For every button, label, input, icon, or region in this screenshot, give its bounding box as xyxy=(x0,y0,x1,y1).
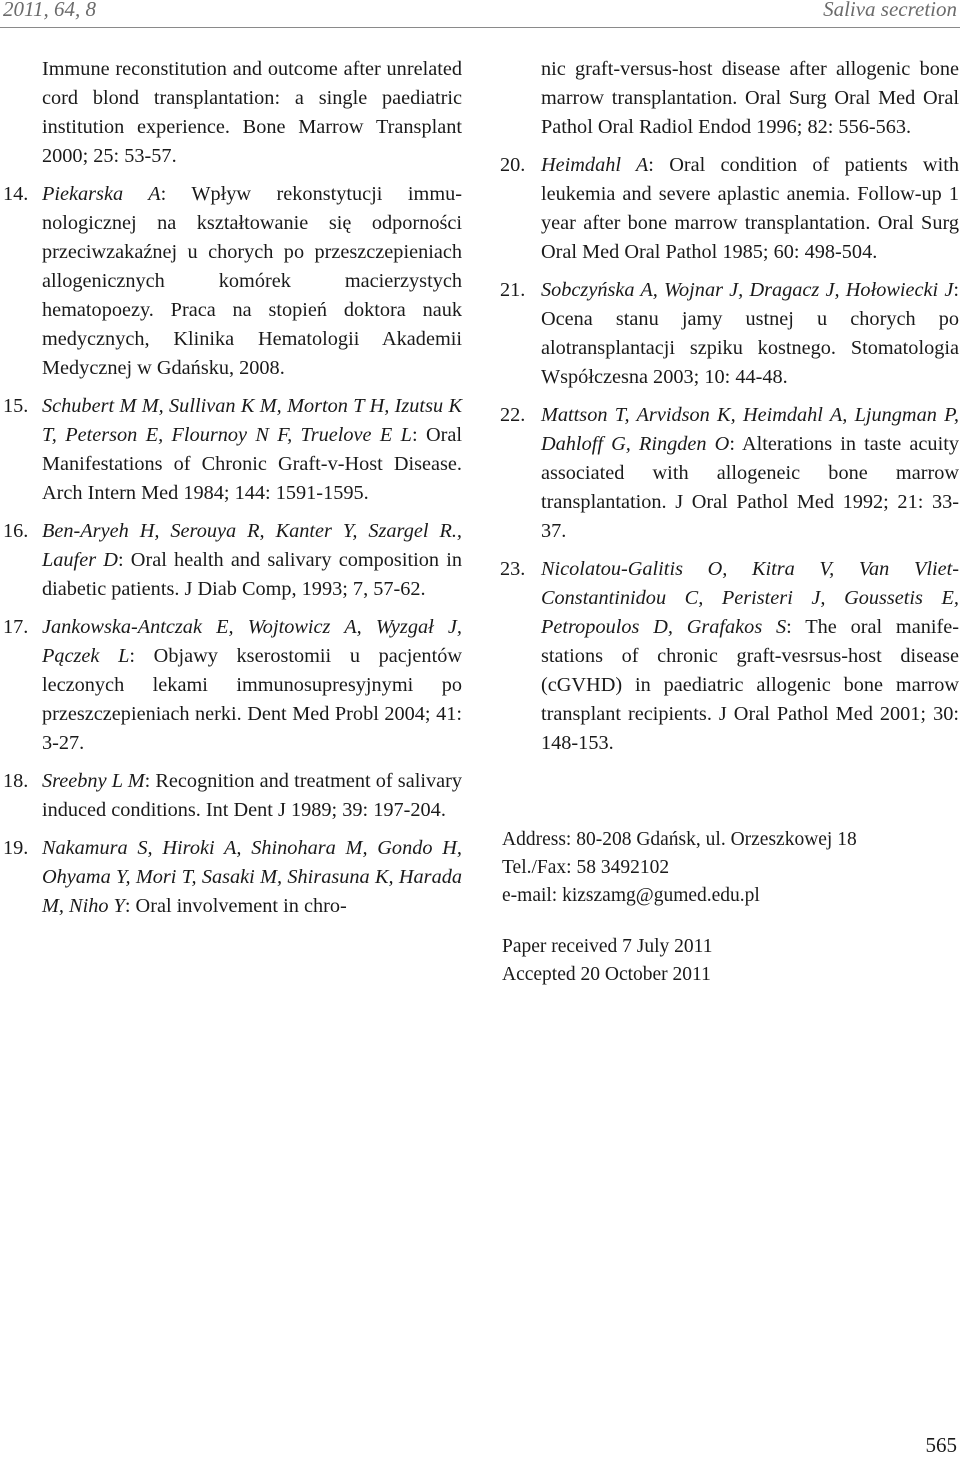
reference-text: : Oral health and salivary composition in diabetic patients. J Diab Comp, 1993; 7, 57-62. xyxy=(42,549,462,600)
reference-17 xyxy=(3,613,462,758)
reference-21 xyxy=(500,276,959,392)
journal-issue: 2011, 64, 8 xyxy=(3,0,96,21)
reference-number: 20. xyxy=(500,154,526,176)
reference-number: 22. xyxy=(500,404,526,426)
running-title: Saliva secretion xyxy=(823,0,957,21)
reference-text: : Wpływ rekonstytucji immunologicznej na kształtowanie się odporności przeciwzakaźnej u chorych po przeszczepieniach allogenicznych komórek macierzystych hematopoezy. Praca na stopień doktora nauk medycznych, Klinika Hematologii Akademii Medycznej w Gdańsku, 2008. xyxy=(42,183,462,379)
reference-authors: Sobczyńska A, Wojnar J, Dragacz J, Hołowiecki J xyxy=(541,279,954,301)
correspondence-address xyxy=(502,826,857,910)
reference-number: 18. xyxy=(3,770,29,792)
reference-authors: Jankowska-Antczak E, Wojtowicz A, Wyzgał J, Pączek L xyxy=(42,616,462,667)
reference-23 xyxy=(500,555,959,758)
reference-number: 15. xyxy=(3,395,29,417)
reference-15 xyxy=(3,392,462,508)
received-date: Paper received 7 July 2011 xyxy=(502,936,713,957)
header-divider xyxy=(0,27,960,28)
reference-authors: Nakamura S, Hiroki A, Shinohara M, Gondo H, Ohyama Y, Mori T, Sasaki M, Shirasuna K, Harada M, Niho Y xyxy=(42,837,462,917)
address-line: Address: 80-208 Gdańsk, ul. Orzeszkowej 18 xyxy=(502,829,857,850)
reference-number: 19. xyxy=(3,837,29,859)
reference-number: 23. xyxy=(500,558,526,580)
reference-text: : Objawy kserostomii u pacjentów leczonych lekami immunosupresyjnymi po przeszczepieniach nerki. Dent Med Probl 2004; 41: 3-27. xyxy=(42,645,462,754)
reference-number: 14. xyxy=(3,183,29,205)
reference-authors: Schubert M M, Sullivan K M, Morton T H, Izutsu K T, Peterson E, Flournoy N F, Truelove E L xyxy=(42,395,462,446)
reference-19 xyxy=(3,834,462,921)
reference-text: : The oral manifestations of chronic graft-vesrsus-host disease (cGVHD) in paediatric allogenic bone marrow transplant recipients. J Oral Pathol Med 2001; 30: 148-153. xyxy=(541,616,959,754)
reference-continued xyxy=(3,55,462,171)
reference-22 xyxy=(500,401,959,546)
reference-20 xyxy=(500,151,959,267)
reference-authors: Mattson T, Arvidson K, Heimdahl A, Ljungman P, Dahloff G, Ringden O xyxy=(541,404,959,455)
reference-18 xyxy=(3,767,462,825)
reference-authors: Ben-Aryeh H, Serouya R, Kanter Y, Szargel R., Laufer D xyxy=(42,520,462,571)
reference-text: : Oral condition of patients with leukemia and severe aplastic anemia. Follow-up 1 year after bone marrow transplantation. Oral Surg Oral Med Oral Pathol 1985; 60: 498-504. xyxy=(541,154,959,263)
reference-16 xyxy=(3,517,462,604)
reference-authors: Heimdahl A xyxy=(541,154,649,176)
reference-text: : Alterations in taste acuity associated with allogeneic bone marrow transplantation. J Oral Pathol Med 1992; 21: 33-37. xyxy=(541,433,959,542)
right-column xyxy=(500,55,959,767)
page-number: 565 xyxy=(925,1433,957,1457)
reference-authors: Sreebny L M xyxy=(42,770,145,792)
reference-14 xyxy=(3,180,462,383)
reference-authors: Piekarska A xyxy=(42,183,161,205)
accepted-date: Accepted 20 October 2011 xyxy=(502,964,711,985)
reference-text: : Ocena stanu jamy ustnej u chorych po alotransplantacji szpiku kostnego. Stomatologia Współczesna 2003; 10: 44-48. xyxy=(541,279,959,388)
reference-text: : Recognition and treatment of salivary induced conditions. Int Dent J 1989; 39: 197-204. xyxy=(42,770,463,821)
reference-number: 16. xyxy=(3,520,29,542)
email-line[interactable]: e-mail: kizszamg@gumed.edu.pl xyxy=(502,885,760,906)
reference-text: : Oral Manifestations of Chronic Graft-v-Host Disease. Arch Intern Med 1984; 144: 1591-1595. xyxy=(42,424,463,504)
reference-continued xyxy=(500,55,959,142)
reference-number: 17. xyxy=(3,616,29,638)
reference-text: : Oral involvement in chro- xyxy=(124,895,347,917)
reference-authors: Nicolatou-Galitis O, Kitra V, Van Vliet-Constantinidou C, Peristeri J, Goussetis E, Petropoulos D, Grafakos S xyxy=(541,558,959,638)
reference-number: 21. xyxy=(500,279,526,301)
reference-text: nic graft-versus-host disease after allogenic bone marrow transplantation. Oral Surg Oral Med Oral Pathol Oral Radiol Endod 1996; 82: 556-563. xyxy=(541,58,959,138)
reference-text: Immune reconstitution and outcome after unrelated cord blond transplantation: a single paediatric institution experience. Bone Marrow Transplant 2000; 25: 53-57. xyxy=(42,58,462,167)
left-column xyxy=(3,55,462,930)
paper-dates xyxy=(502,933,712,989)
phone-fax-line: Tel./Fax: 58 3492102 xyxy=(502,857,670,878)
